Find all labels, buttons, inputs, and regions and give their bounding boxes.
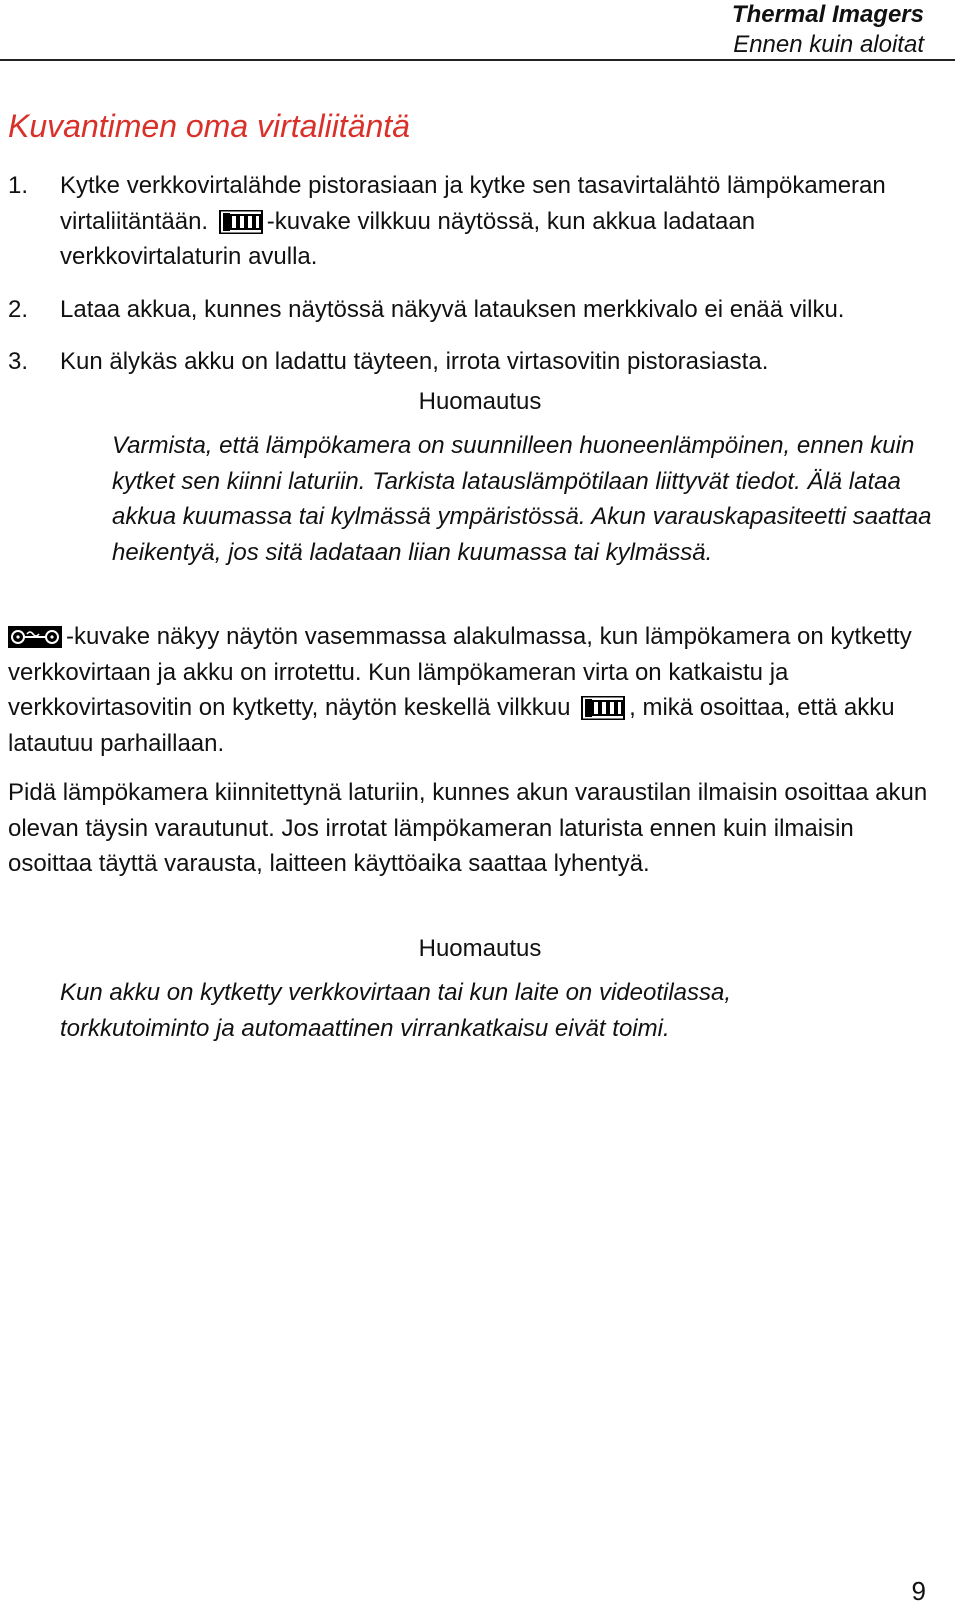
step-number: 2. <box>8 295 29 323</box>
battery-charging-icon <box>581 696 625 720</box>
steps-list <box>8 168 938 397</box>
step-text <box>60 168 938 275</box>
page-number: 9 <box>911 1576 926 1606</box>
list-item <box>8 344 938 380</box>
paragraph-text: -kuvake näkyy näytön vasemmassa alakulmassa, kun lämpökamera on kytketty verkkovirtaan ja akku on irrotettu. Kun lämpökameran virta on katkaistu ja verkkovirtasovitin on kytketty, näytön keskellä vilkkuu <box>8 623 912 721</box>
battery-charging-icon <box>219 210 263 234</box>
list-item <box>8 292 938 328</box>
note-heading: Huomautus <box>418 388 542 415</box>
note-text: Varmista, että lämpökamera on suunnilleen huoneenlämpöinen, ennen kuin kytket sen kiinni laturiin. Tarkista latauslämpötilaan liittyvät tiedot. Älä lataa akkua kuumassa tai kylmässä ympäristössä. Akun varauskapasiteetti saattaa heikentyä, jos sitä ladataan liian kuumassa tai kylmässä. <box>112 432 932 566</box>
body-paragraph: Pidä lämpökamera kiinnitettynä laturiin, kunnes akun varaustilan ilmaisin osoittaa akun olevan täysin varautunut. Jos irrotat lämpökameran laturista ennen kuin ilmaisin osoittaa täyttä varausta, laitteen käyttöaika saattaa lyhentyä. <box>8 779 928 877</box>
header-title: Thermal Imagers <box>731 1 924 28</box>
step-text: Kun älykäs akku on ladattu täyteen, irrota virtasovitin pistorasiasta. <box>60 348 769 375</box>
list-item <box>8 168 938 275</box>
note-text: Kun akku on kytketty verkkovirtaan tai kun laite on videotilassa, torkkutoiminto ja automaattinen virrankatkaisu eivät toimi. <box>60 979 732 1042</box>
body-paragraph <box>8 619 943 761</box>
ac-power-icon <box>8 623 62 645</box>
step-text-before: Kytke verkkovirtalähde pistorasiaan ja kytke sen tasavirtalähtö lämpökameran virtaliitäntään. <box>60 172 886 235</box>
paragraph-text: , mikä osoittaa, että akku latautuu parhaillaan. <box>8 694 895 757</box>
section-title: Kuvantimen oma virtaliitäntä <box>8 108 410 144</box>
step-number: 1. <box>8 172 29 199</box>
step-number: 3. <box>8 348 29 375</box>
header-subtitle: Ennen kuin aloitat <box>733 31 924 58</box>
header-divider <box>0 59 955 61</box>
step-text-after: -kuvake vilkkuu näytössä, kun akkua ladataan verkkovirtalaturin avulla. <box>60 207 756 270</box>
note-heading: Huomautus <box>418 935 542 962</box>
step-text: Lataa akkua, kunnes näytössä näkyvä latauksen merkkivalo ei enää vilku. <box>60 295 845 323</box>
running-header <box>732 0 924 60</box>
